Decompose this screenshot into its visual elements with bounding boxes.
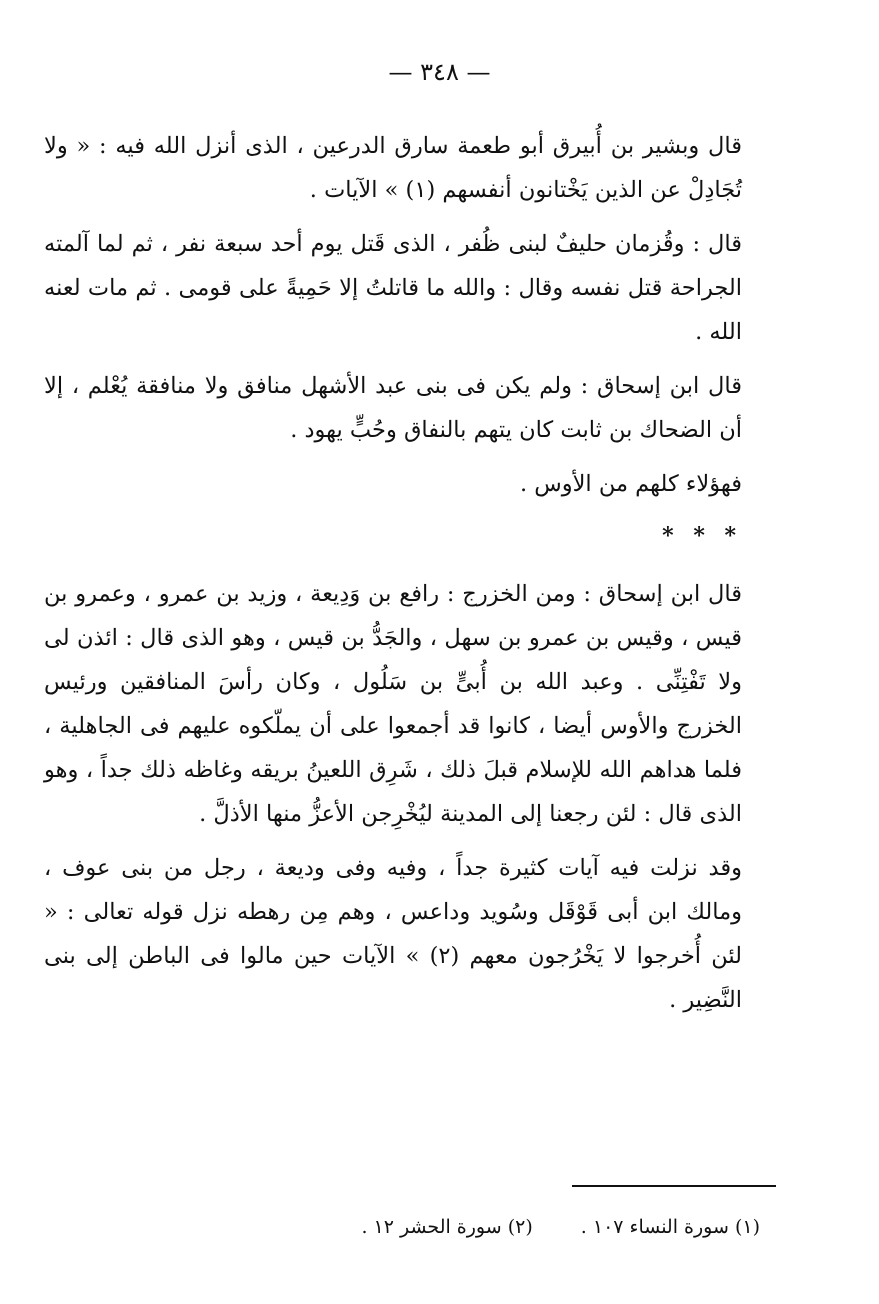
footnote: (١) سورة النساء ١٠٧ .	[580, 1216, 760, 1238]
section-separator: * * *	[662, 523, 742, 549]
document-body	[44, 124, 742, 1032]
paragraph: قال : وقُزمان حليفٌ لبنى ظُفر ، الذى قَتل يوم أحد سبعة نفر ، ثم لما آلمته الجراحة قتل نفسه وقال : والله ما قاتلتُ إلا حَمِيةً على قومى . ثم مات لعنه الله .	[44, 231, 742, 345]
paragraph: قال ابن إسحاق : ومن الخزرج : رافع بن وَدِيعة ، وزيد بن عمرو ، وعمرو بن قيس ، وقيس بن عمرو بن سهل ، والجَدُّ بن قيس ، وهو الذى قال : ائذن لى ولا تَفْتِنِّى . وعبد الله بن أُبىٍّ بن سَلُول ، وكان رأسَ المنافقين ورئيس الخزرج والأوس أيضا ، كانوا قد أجمعوا على أن يملّكوه عليهم فى الجاهلية ، فلما هداهم الله للإسلام قبلَ ذلك ، شَرِق اللعينُ بريقه وغاظه ذلك جداً ، وهو الذى قال : لئن رجعنا إلى المدينة ليُخْرِجن الأعزُّ منها الأذلَّ .	[44, 581, 742, 827]
paragraph: قال ابن إسحاق : ولم يكن فى بنى عبد الأشهل منافق ولا منافقة يُعْلم ، إلا أن الضحاك بن ثابت كان يتهم بالنفاق وحُبٍّ يهود .	[44, 373, 742, 443]
page-number: — ٣٤٨ —	[388, 58, 491, 86]
paragraph: فهؤلاء كلهم من الأوس .	[519, 471, 742, 497]
paragraph: وقد نزلت فيه آيات كثيرة جداً ، وفيه وفى وديعة ، رجل من بنى عوف ، ومالك ابن أبى قَوْقَل وسُويد وداعس ، وهم مِن رهطه نزل قوله تعالى : « لئن أُخرجوا لا يَخْرُجون معهم (٢) » الآيات حين مالوا فى الباطن إلى بنى النَّضِير .	[44, 855, 742, 1013]
footnote: (٢) سورة الحشر ١٢ .	[361, 1216, 533, 1238]
footnotes	[280, 1212, 760, 1242]
paragraph: قال وبشير بن أُبيرق أبو طعمة سارق الدرعين ، الذى أنزل الله فيه : « ولا تُجَادِلْ عن الذين يَخْتانون أنفسهم (١) » الآيات .	[44, 133, 742, 203]
footnote-divider	[572, 1185, 776, 1187]
